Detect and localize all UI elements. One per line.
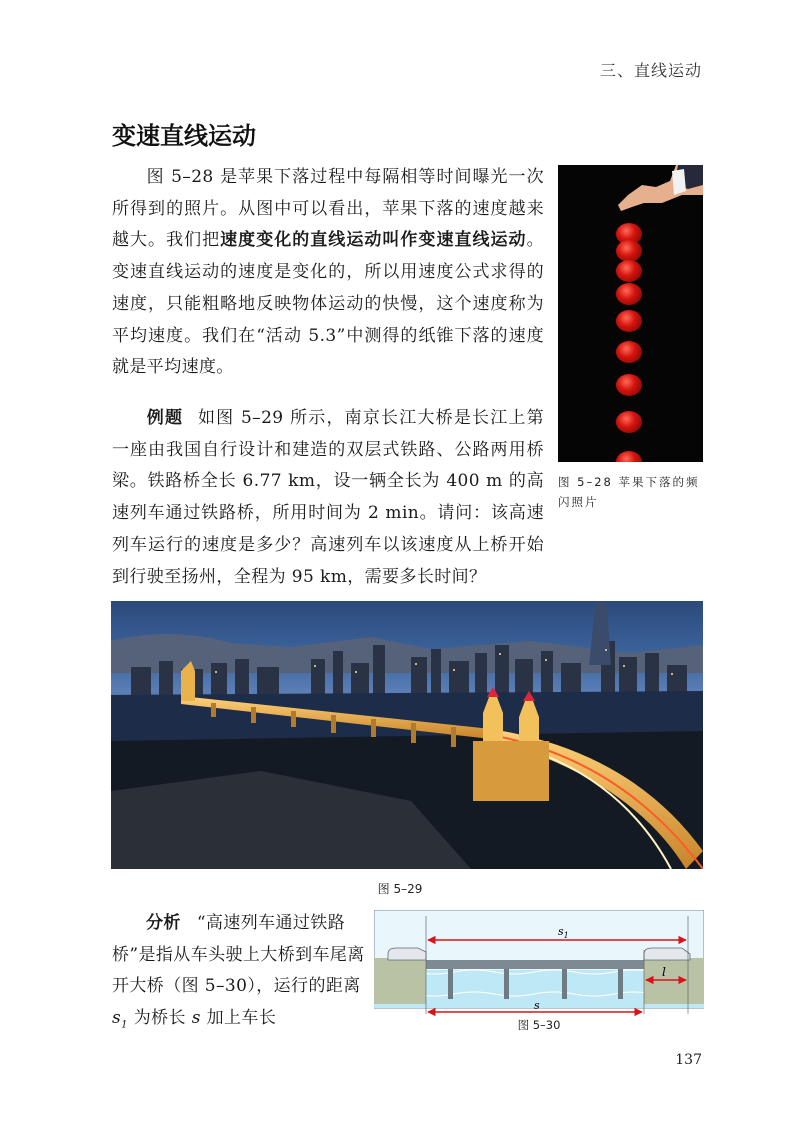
s1-label: $s_1$ (558, 925, 569, 940)
s-label: s (534, 999, 540, 1012)
symbol-s1: $s_1$ (112, 1007, 128, 1030)
bridge-deck (426, 960, 644, 969)
figure-5-29-caption: 图 5–29 (377, 882, 423, 896)
example-label: 例题 (146, 408, 184, 428)
nanjing-bridge-photo (111, 601, 703, 869)
apple-image (616, 341, 642, 363)
apple-image (616, 374, 642, 396)
figure-5-28-caption: 图 5–28 苹果下落的频闪照片 (558, 475, 700, 509)
paragraph-3-text-a: “高速列车通过铁路桥”是指从车头驶上大桥到车尾离开大桥（图 5–30），运行的距离 (112, 913, 365, 996)
analysis-label: 分析 (146, 913, 181, 933)
symbol-s: s (191, 1007, 201, 1028)
paragraph-1-definition: 速度变化的直线运动叫作变速直线运动 (220, 230, 527, 251)
paragraph-1-text-b: 。变速直线运动的速度是变化的，所以用速度公式求得的速度，只能粗略地反映物体运动的快慢，这个速度称为平均速度。我们在“活动 5.3”中测得的纸锥下落的速度就是平均速度。 (112, 230, 544, 378)
apple-image (616, 411, 642, 433)
bridge-train-diagram (374, 910, 704, 1032)
falling-apple-photo (558, 165, 703, 462)
paragraph-3 (112, 908, 374, 1040)
paragraph-2-text: 如图 5–29 所示，南京长江大桥是长江上第一座由我国自行设计和建造的双层式铁路、公路两用桥梁。铁路桥全长 6.77 km，设一辆全长为 400 m 的高速列车通过铁路桥，所用时间为 2 min。请问：该高速列车运行的速度是多少？高速列车以该速度从上桥开始到行驶至扬州，全程为 95 km，需要多长时间？ (112, 408, 544, 587)
section-title: 变速直线运动 (112, 122, 256, 150)
left-bank (374, 958, 426, 1004)
right-bank (644, 958, 704, 1004)
bridge-night-scene (111, 601, 703, 869)
paragraph-2 (112, 403, 544, 593)
paragraph-3-text-c: 加上车长 (200, 1007, 277, 1028)
paragraph-1-text-a: 图 5–28 是苹果下落过程中每隔相等时间曝光一次所得到的照片。从图中可以看出，苹果下落的速度越来越大。我们把 (112, 167, 544, 251)
apple-image (616, 260, 642, 282)
running-header: 三、直线运动 (599, 61, 702, 80)
figure-5-30-caption: 图 5–30 (517, 1018, 561, 1032)
paragraph-3-text-b: 为桥长 (127, 1007, 192, 1028)
apple-image (616, 283, 642, 305)
page-number: 137 (675, 1052, 702, 1068)
paragraph-1 (112, 162, 544, 384)
l-label: l (662, 965, 666, 979)
apple-image (616, 310, 642, 332)
train-left (388, 948, 426, 960)
train-right (644, 948, 690, 960)
apple-image (616, 240, 642, 262)
